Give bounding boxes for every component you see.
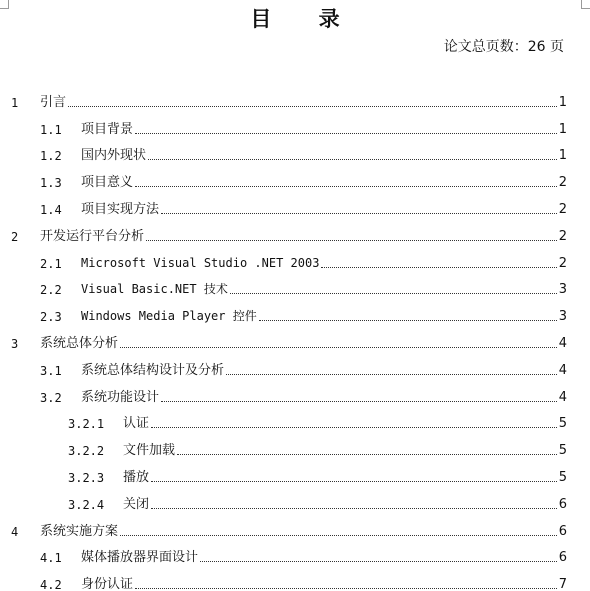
dot-leader [161, 213, 557, 214]
toc-entry-number: 2.2 [40, 283, 62, 298]
toc-entry[interactable] [0, 168, 590, 195]
toc-entry-title: 项目背景 [81, 121, 134, 137]
toc-entry-number: 1.4 [40, 202, 62, 217]
dot-leader [135, 186, 557, 187]
dot-leader [135, 133, 557, 134]
toc-entry[interactable] [0, 302, 590, 329]
toc-entry-line [123, 416, 567, 431]
toc-entry-line [40, 524, 567, 539]
toc-entry-title: 播放 [123, 469, 150, 485]
toc-entry-number: 1.3 [40, 176, 62, 191]
toc-entry-number: 3 [11, 336, 19, 351]
toc-entry-number: 2.3 [40, 310, 62, 325]
dot-leader [151, 481, 557, 482]
toc-entry-page-number: 5 [558, 443, 567, 459]
dot-leader [259, 320, 557, 321]
dot-leader [151, 508, 557, 509]
toc-entry-page-number: 3 [558, 309, 567, 325]
toc-entry-line [81, 390, 567, 405]
toc-entry-number: 4 [11, 524, 19, 539]
toc-entry-page-number: 1 [558, 121, 567, 137]
dot-leader [200, 561, 557, 562]
toc-entry-title: 项目意义 [81, 175, 134, 191]
toc-entry-number: 4.2 [40, 578, 62, 591]
dot-leader [120, 347, 557, 348]
toc-entry-line [40, 95, 567, 110]
toc-entry-number: 3.1 [40, 363, 62, 378]
toc-entry-title: 国内外现状 [81, 148, 147, 164]
toc-entry[interactable] [0, 490, 590, 517]
toc-entry-title: 关闭 [123, 496, 150, 512]
dot-leader [146, 240, 557, 241]
toc-entry[interactable] [0, 383, 590, 410]
toc-entry-number: 3.2.3 [68, 470, 105, 485]
toc-entry-title: Windows Media Player 控件 [81, 309, 257, 324]
toc-entry-line [123, 470, 567, 485]
toc-entry-page-number: 4 [558, 335, 567, 351]
toc-entry[interactable] [0, 195, 590, 222]
toc-entry[interactable] [0, 115, 590, 142]
toc-entry-line [81, 122, 567, 137]
toc-entry-line [81, 309, 567, 324]
toc-entry-number: 1.1 [40, 122, 62, 137]
toc-entry[interactable] [0, 329, 590, 356]
toc-entry[interactable] [0, 410, 590, 437]
toc-entry-page-number: 6 [558, 496, 567, 512]
toc-entry[interactable] [0, 570, 590, 591]
toc-entry-line [40, 336, 567, 351]
toc-entry[interactable] [0, 356, 590, 383]
toc-entry[interactable] [0, 249, 590, 276]
toc-entry-page-number: 1 [558, 94, 567, 110]
toc-entry-number: 3.2.1 [68, 417, 105, 432]
toc-entry-line [123, 497, 567, 512]
toc-entry-line [81, 550, 567, 565]
toc-entry-title: 项目实现方法 [81, 201, 160, 217]
toc-entry-line [81, 175, 567, 190]
total-page-count: 论文总页数：26 页 [443, 39, 564, 55]
toc-entry-line [81, 202, 567, 217]
dot-leader [148, 159, 557, 160]
toc-entry-line [81, 256, 567, 271]
toc-entry-page-number: 4 [558, 389, 567, 405]
toc-entry-title: Microsoft Visual Studio .NET 2003 [81, 255, 320, 270]
toc-entry-page-number: 2 [558, 201, 567, 217]
toc-entry-number: 3.2.4 [68, 497, 105, 512]
toc-entry-number: 1 [11, 95, 19, 110]
toc-entry-page-number: 2 [558, 228, 567, 244]
toc-entry-title: Visual Basic.NET 技术 [81, 282, 228, 297]
toc-entry-line [123, 443, 567, 458]
toc-entry-page-number: 6 [558, 523, 567, 539]
toc-entry-page-number: 5 [558, 416, 567, 432]
toc-entry-number: 3.2.2 [68, 444, 105, 459]
toc-entry-line [81, 577, 567, 591]
toc-entry-line [81, 282, 567, 297]
toc-entry-number: 4.1 [40, 551, 62, 566]
toc-entry-title: 系统总体结构设计及分析 [81, 362, 225, 378]
toc-entry[interactable] [0, 276, 590, 303]
toc-entry-page-number: 1 [558, 148, 567, 164]
toc-entry-page-number: 2 [558, 255, 567, 271]
toc-entry-title: 认证 [123, 416, 150, 432]
toc-entry[interactable] [0, 222, 590, 249]
toc-entry[interactable] [0, 88, 590, 115]
dot-leader [230, 293, 557, 294]
toc-entry-title: 媒体播放器界面设计 [81, 550, 199, 566]
toc-entry-title: 身份认证 [81, 577, 134, 591]
toc-entry-title: 引言 [40, 94, 67, 110]
toc-entry-title: 系统功能设计 [81, 389, 160, 405]
toc-entry[interactable] [0, 517, 590, 544]
toc-entry-page-number: 6 [558, 550, 567, 566]
toc-entry[interactable] [0, 463, 590, 490]
dot-leader [120, 535, 557, 536]
toc-entry-line [81, 363, 567, 378]
dot-leader [321, 267, 556, 268]
toc-entry-title: 系统总体分析 [40, 335, 119, 351]
toc-entry-number: 2 [11, 229, 19, 244]
toc-entry-page-number: 7 [558, 577, 567, 591]
toc-entry[interactable] [0, 436, 590, 463]
toc-entry-page-number: 2 [558, 175, 567, 191]
toc-entry-title: 开发运行平台分析 [40, 228, 145, 244]
dot-leader [151, 427, 557, 428]
toc-entry-title: 系统实施方案 [40, 523, 119, 539]
toc-entry-number: 1.2 [40, 149, 62, 164]
dot-leader [161, 401, 557, 402]
dot-leader [226, 374, 557, 375]
dot-leader [68, 106, 557, 107]
toc-entry-line [81, 148, 567, 163]
toc-entry-line [40, 229, 567, 244]
toc-entry-page-number: 3 [558, 282, 567, 298]
table-of-contents [0, 88, 590, 591]
toc-entry[interactable] [0, 142, 590, 169]
toc-entry-title: 文件加载 [123, 443, 176, 459]
toc-entry-number: 3.2 [40, 390, 62, 405]
dot-leader [177, 454, 557, 455]
toc-entry-page-number: 5 [558, 469, 567, 485]
dot-leader [135, 588, 557, 589]
toc-heading: 目 录 [250, 6, 360, 31]
toc-entry-number: 2.1 [40, 256, 62, 271]
toc-entry[interactable] [0, 544, 590, 571]
toc-entry-page-number: 4 [558, 362, 567, 378]
